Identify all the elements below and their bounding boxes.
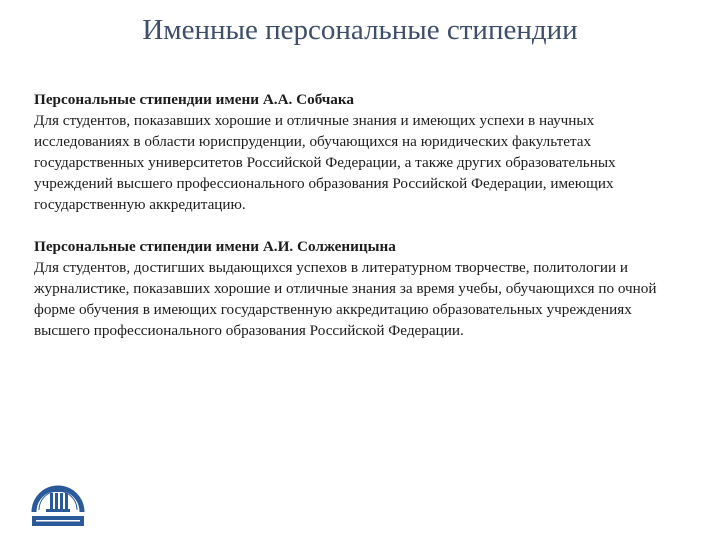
scholarship-heading: Персональные стипендии имени А.И. Солженицына (34, 238, 396, 255)
slide-title: Именные персональные стипендии (142, 14, 578, 46)
scholarship-description: Для студентов, показавших хорошие и отличные знания и имеющих успехи в научных исследованиях в области юриспруденции, обучающихся на юридических факультетах государственных университетов Российской Федерации, а также других образовательных учреждений высшего профессионального образования Российской Федерации, имеющих государственную аккредитацию. (34, 112, 616, 213)
slide-content (34, 89, 684, 362)
scholarship-block-solzhenitsyn (34, 236, 684, 341)
university-emblem-icon (24, 474, 94, 532)
scholarship-description: Для студентов, достигших выдающихся успехов в литературном творчестве, политологии и журналистике, показавших хорошие и отличные знания за время учебы, обучающихся по очной форме обучения в имеющих государственную аккредитацию образовательных учреждениях высшего профессионального образования Российской Федерации. (34, 259, 657, 339)
scholarship-heading: Персональные стипендии имени А.А. Собчака (34, 91, 354, 108)
scholarship-block-sobchak (34, 89, 684, 215)
